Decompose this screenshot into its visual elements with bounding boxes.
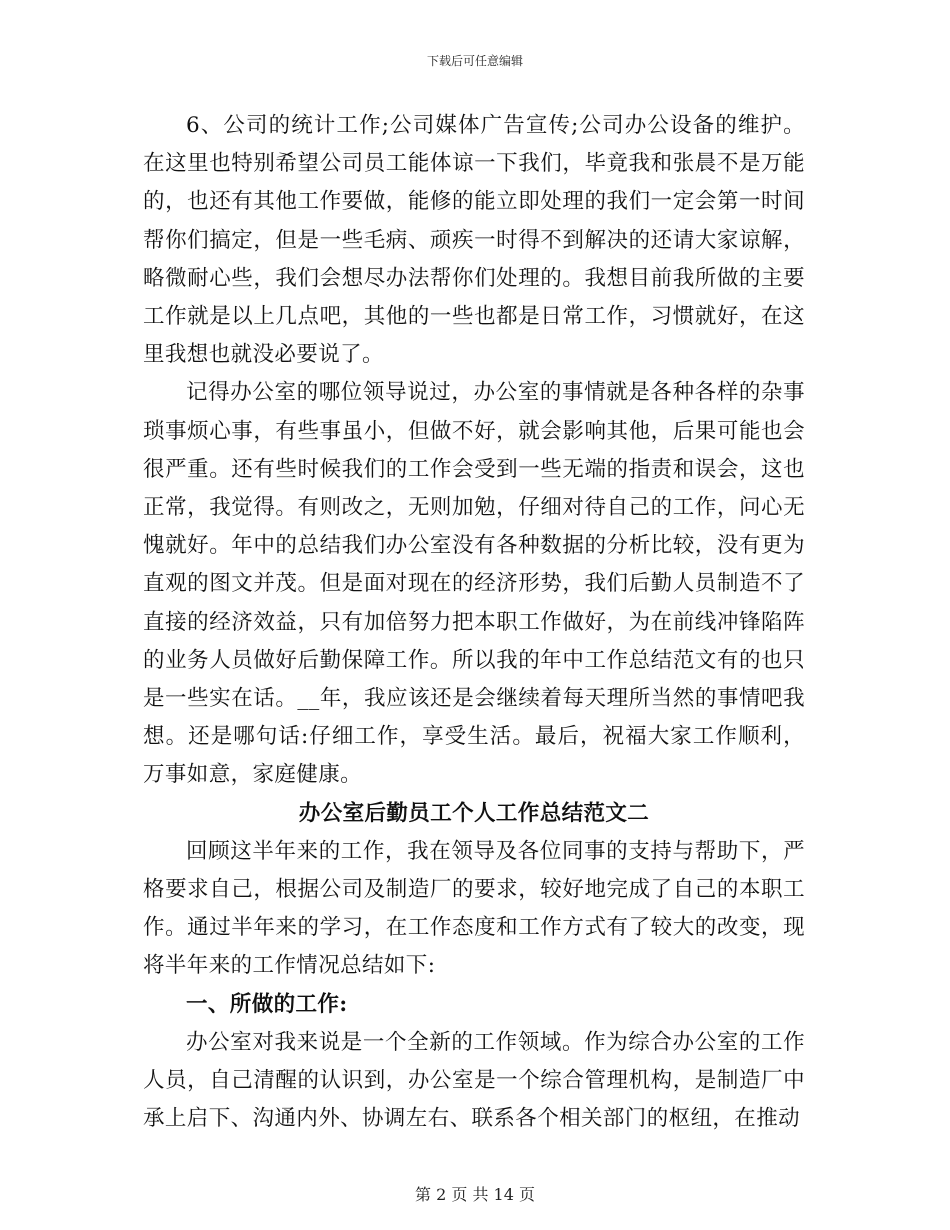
body-paragraph: 6、公司的统计工作;公司媒体广告宣传;公司办公设备的维护。在这里也特别希望公司员工能体谅一下我们，毕竟我和张晨不是万能的，也还有其他工作要做，能修的能立即处理的我们一定会第一时间帮你们搞定，但是一些毛病、顽疾一时得不到解决的还请大家谅解，略微耐心些，我们会想尽办法帮你们处理的。我想目前我所做的主要工作就是以上几点吧，其他的一些也都是日常工作，习惯就好，在这里我想也就没必要说了。 <box>143 113 805 368</box>
document-body <box>143 107 805 1138</box>
body-paragraph: 回顾这半年来的工作，我在领导及各位同事的支持与帮助下，严格要求自己，根据公司及制造厂的要求，较好地完成了自己的本职工作。通过半年来的学习，在工作态度和工作方式有了较大的改变，现将半年来的工作情况总结如下: <box>143 838 805 979</box>
page-number: 第 2 页 共 14 页 <box>415 1185 535 1204</box>
page-header-note: 下载后可任意编辑 <box>426 54 523 68</box>
section-title: 办公室后勤员工个人工作总结范文二 <box>298 800 650 826</box>
body-paragraph: 办公室对我来说是一个全新的工作领域。作为综合办公室的工作人员，自己清醒的认识到，办公室是一个综合管理机构，是制造厂中承上启下、沟通内外、协调左右、联系各个相关部门的枢纽，在推动 <box>143 1029 805 1132</box>
body-paragraph: 记得办公室的哪位领导说过，办公室的事情就是各种各样的杂事琐事烦心事，有些事虽小，但做不好，就会影响其他，后果可能也会很严重。还有些时候我们的工作会受到一些无端的指责和误会，这也正常，我觉得。有则改之，无则加勉，仔细对待自己的工作，问心无愧就好。年中的总结我们办公室没有各种数据的分析比较，没有更为直观的图文并茂。但是面对现在的经济形势，我们后勤人员制造不了直接的经济效益，只有加倍努力把本职工作做好，为在前线冲锋陷阵的业务人员做好后勤保障工作。所以我的年中工作总结范文有的也只是一些实在话。__年，我应该还是会继续着每天理所当然的事情吧我想。还是哪句话:仔细工作，享受生活。最后，祝福大家工作顺利，万事如意，家庭健康。 <box>143 380 805 788</box>
subheading: 一、所做的工作: <box>186 991 348 1017</box>
